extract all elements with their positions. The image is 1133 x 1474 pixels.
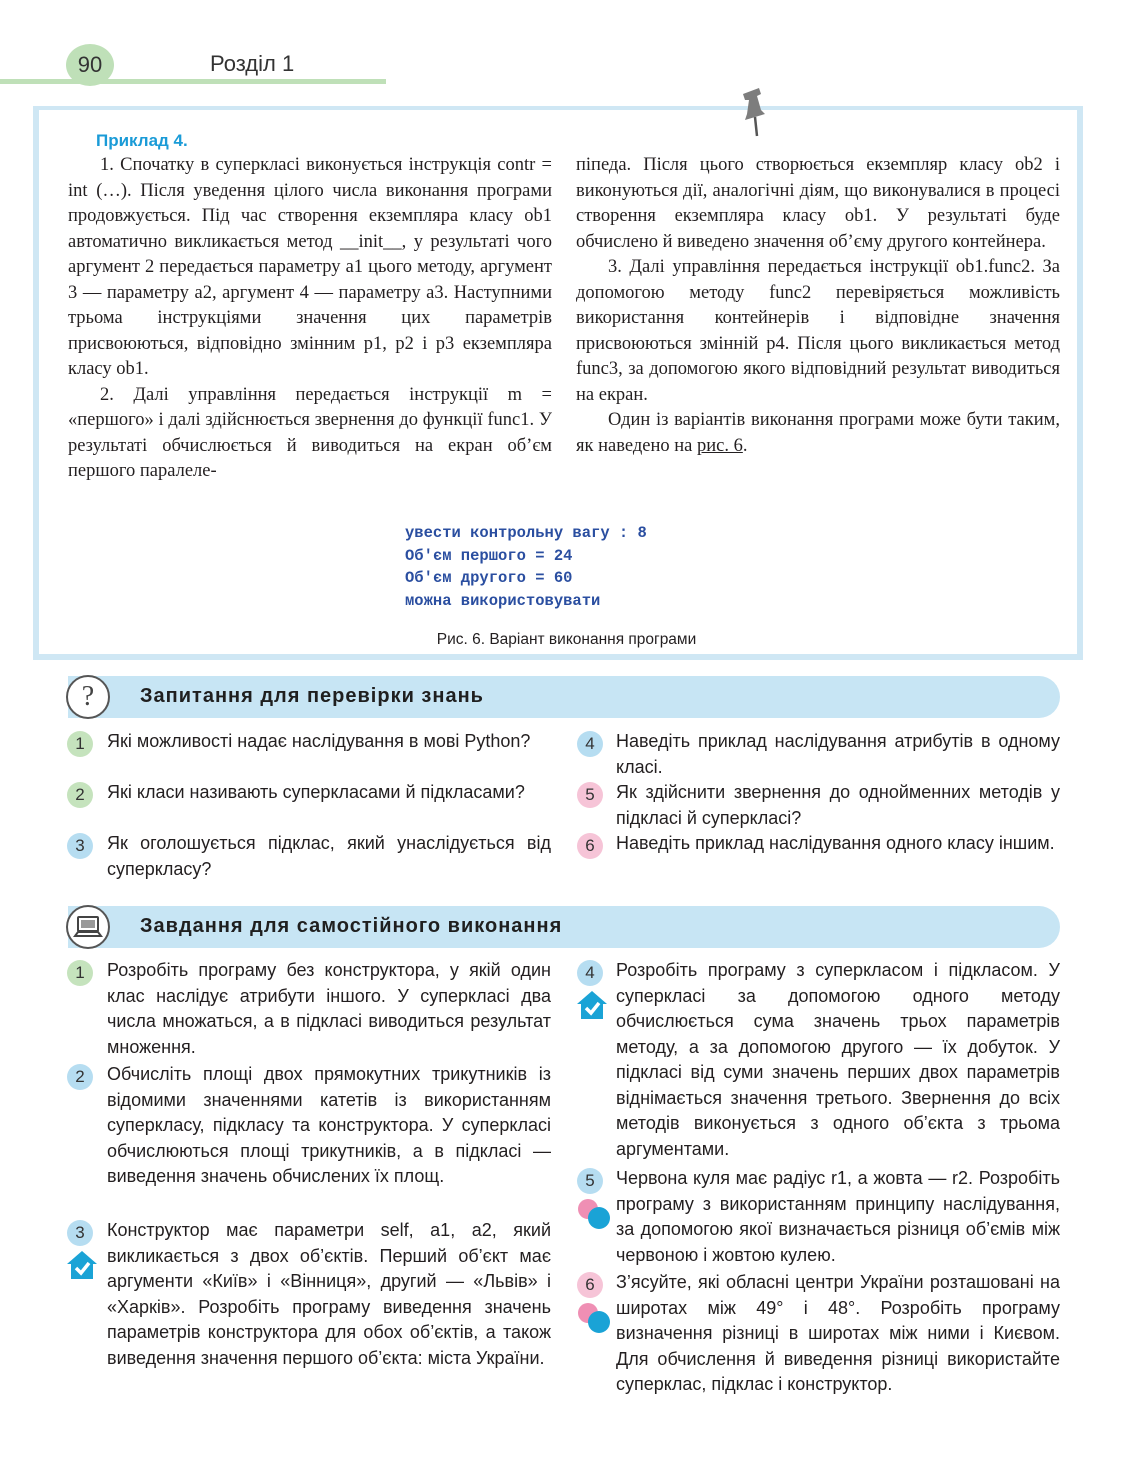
- question-mark-icon: ?: [66, 675, 110, 719]
- questions-title: Запитання для перевірки знань: [140, 685, 484, 707]
- output-line: Об'єм першого = 24: [405, 546, 573, 565]
- example-paragraph-1: 1. Спочатку в суперкласі виконується інструкція contr = int (…). Після уведення цілого числа виконання програми продовжується. Під час створення екземпляра класу ob1 автоматично викликається метод __init__, у результаті чого аргумент 2 передається параметру a1 цього методу, аргумент 3 — параметру a2, аргумент 4 — параметру a3. Наступними трьома інструкціями значення цих параметрів присвоюються, відповідно змінним p1, p2 і p3 екземпляра класу ob1.: [68, 155, 552, 379]
- output-line: Об'єм другого = 60: [405, 569, 573, 587]
- tasks-title: Завдання для самостійного виконання: [140, 915, 563, 937]
- question-number: 4: [577, 731, 603, 757]
- question-item: Як оголошується підклас, який унаслідується від суперкласу?: [107, 833, 551, 879]
- task-number: 1: [67, 960, 93, 986]
- example-paragraph-3: 3. Далі управління передається інструкції ob1.func2. За допомогою методу func2 перевіряється можливість використання контейнерів і відповідне значення присвоюються змінній p4. Після цього викликається метод func3, за допомогою якого відповідний результат виводиться на екран.: [576, 257, 1060, 405]
- task-number: 4: [577, 960, 603, 986]
- question-number: 3: [67, 833, 93, 859]
- task-number: 3: [67, 1220, 93, 1246]
- question-item: Наведіть приклад наслідування одного класу іншим.: [616, 833, 1055, 853]
- home-check-icon: [576, 990, 608, 1020]
- example-paragraph-2: 2. Далі управління передається інструкції m = «першого» і далі здійснюється звернення до функції func1. У результаті обчислюється й виводиться на екран об’єм першого паралеле-: [68, 384, 552, 481]
- example-column-left: [68, 153, 552, 485]
- pushpin-icon: [735, 86, 771, 138]
- task-number: 5: [577, 1168, 603, 1194]
- question-number: 1: [67, 731, 93, 757]
- question-number: 2: [67, 782, 93, 808]
- task-item: Конструктор має параметри self, a1, a2, який викликається з двох об’єктів. Перший об’єкт має аргументи «Київ» і «Вінниця», другий — «Львів» і «Харків». Розробіть програму виведення значень параметрів конструктора для обох об’єктів, а також виведення значення першого об’єкта: міста України.: [107, 1220, 551, 1368]
- task-number: 2: [67, 1064, 93, 1090]
- question-number: 5: [577, 782, 603, 808]
- task-item: Обчисліть площі двох прямокутних трикутників із відомими значеннями катетів із використанням суперкласу, підкласу та конструктора. У суперкласі обчислюються площі трикутників, а в підкласі — виведення значень обчислених їх площ.: [107, 1064, 551, 1186]
- output-line: можна використовувати: [405, 591, 601, 610]
- task-item: З’ясуйте, які обласні центри України розташовані на широтах між 49° і 48°. Розробіть програму визначення різниці в широтах між ними і Києвом. Для обчислення й виведення різниці використайте суперклас, підклас і конструктор.: [616, 1272, 1060, 1394]
- section-title: Розділ 1: [210, 51, 295, 76]
- question-item: Які можливості надає наслідування в мові Python?: [107, 731, 531, 751]
- figure-link[interactable]: рис. 6: [696, 435, 743, 456]
- output-line: увести контрольну вагу : 8: [405, 524, 647, 542]
- question-number: 6: [577, 833, 603, 859]
- home-check-icon: [66, 1250, 98, 1280]
- example-column-right: [576, 153, 1060, 459]
- task-item: Червона куля має радіус r1, а жовта — r2. Розробіть програму з використанням принципу наслідування, за допомогою якої визначається різниця об’ємів між червоною і жовтою кулею.: [616, 1168, 1060, 1265]
- task-item: Розробіть програму без конструктора, у якій один клас наслідує атрибути іншого. У суперкласі два числа множаться, а в підкласі виводиться результат множення.: [107, 960, 551, 1057]
- header-rule: [0, 79, 386, 84]
- question-item: Які класи називають суперкласами й підкласами?: [107, 782, 525, 802]
- figure-caption: Рис. 6. Варіант виконання програми: [436, 631, 697, 648]
- example-title: Приклад 4.: [96, 131, 188, 150]
- example-paragraph-2-cont: піпеда. Після цього створюється екземпляр класу ob2 і виконуються дії, аналогічні діям, що виконувалися в процесі створення екземпляра класу ob1. У результаті буде обчислено й виведено значення об’єму другого контейнера.: [576, 155, 1060, 252]
- pair-work-icon: [576, 1198, 610, 1230]
- paragraph-4-text: Один із варіантів виконання програми може бути таким, як наведено на: [576, 410, 1060, 456]
- example-paragraph-4: [576, 408, 1060, 459]
- pair-work-icon: [576, 1302, 610, 1334]
- program-output: [405, 522, 647, 612]
- task-item: Розробіть програму з суперкласом і підкласом. У суперкласі за допомогою одного методу обчислюється сума значень трьох параметрів методу, а за допомогою другого — їх добуток. У підкласі від суми значень перших двох параметрів віднімається значення третього. Звернення до всіх методів виконується з одного об’єкта з трьома аргументами.: [616, 960, 1060, 1159]
- question-item: Наведіть приклад наслідування атрибутів в одному класі.: [616, 731, 1060, 777]
- paragraph-4-end: .: [742, 435, 748, 456]
- task-number: 6: [577, 1272, 603, 1298]
- question-item: Як здійснити звернення до однойменних методів у підкласі й суперкласі?: [616, 782, 1060, 828]
- computer-icon: [66, 905, 110, 949]
- page-number: 90: [66, 44, 114, 86]
